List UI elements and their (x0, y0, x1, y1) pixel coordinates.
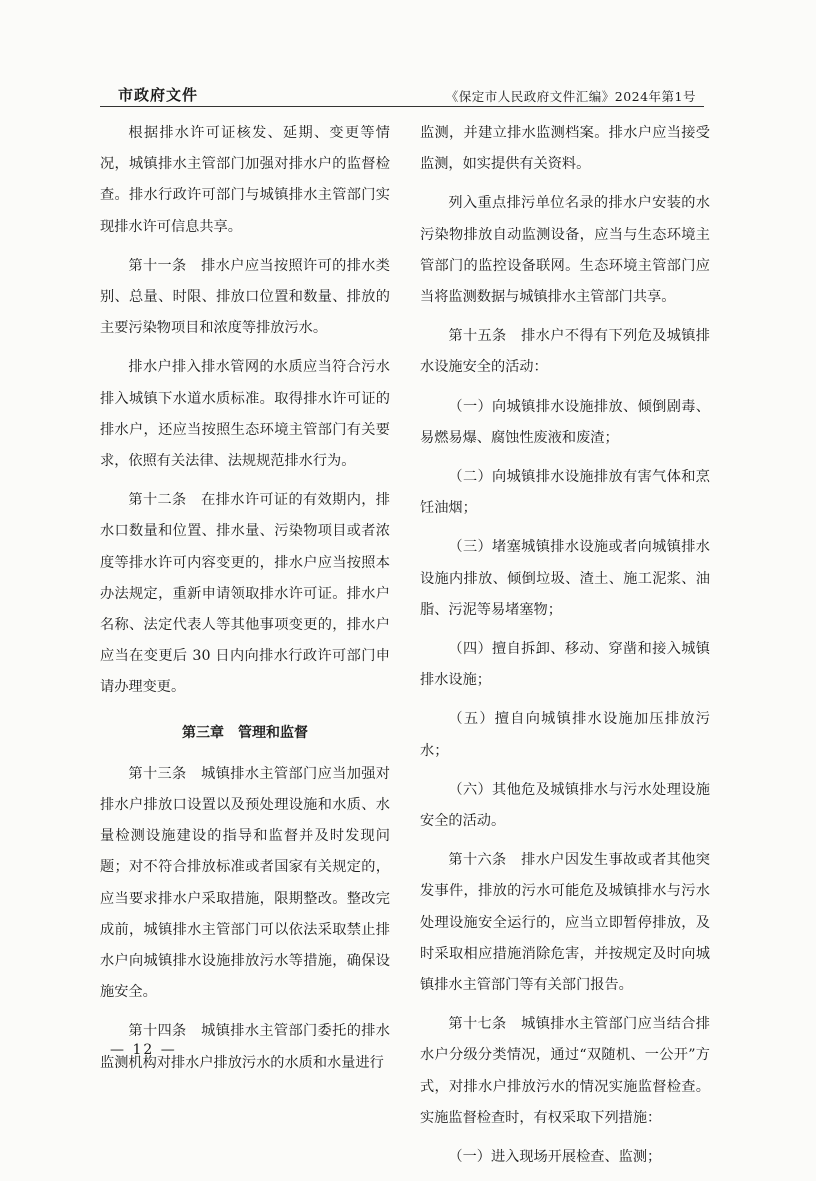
header-section-title: 市政府文件 (118, 86, 199, 104)
list-item: （五）擅自向城镇排水设施加压排放污水； (420, 711, 710, 759)
list-item: （三）堵塞城镇排水设施或者向城镇排水设施内排放、倾倒垃圾、渣土、施工泥浆、油脂、污泥等易堵塞物； (420, 539, 710, 618)
list-item: （四）擅自拆卸、移动、穿凿和接入城镇排水设施； (420, 641, 710, 689)
page-number: — 12 — (110, 1042, 177, 1058)
paragraph: 列入重点排污单位名录的排水户安装的水污染物排放自动监测设备，应当与生态环境主管部门的监控设备联网。生态环境主管部门应当将监测数据与城镇排水主管部门共享。 (420, 195, 710, 306)
paragraph: 第十三条 城镇排水主管部门应当加强对排水户排放口设置以及预处理设施和水质、水量检测设施建设的指导和监督并及时发现问题；对不符合排放标准或者国家有关规定的，应当要求排水户采取措施，限期整改。整改完成前，城镇排水主管部门可以依法采取禁止排水户向城镇排水设施排放污水等措施，确保设施安全。 (100, 765, 390, 1001)
paragraph: 第十六条 排水户因发生事故或者其他突发事件，排放的污水可能危及城镇排水与污水处理设施安全运行的，应当立即暂停排放，及时采取相应措施消除危害，并按规定及时向城镇排水主管部门等有关部门报告。 (420, 852, 710, 994)
paragraph: 第十一条 排水户应当按照许可的排水类别、总量、时限、排放口位置和数量、排放的主要污染物项目和浓度等排放污水。 (100, 257, 390, 337)
list-item: （一）进入现场开展检查、监测； (448, 1149, 662, 1166)
paragraph: 第十七条 城镇排水主管部门应当结合排水户分级分类情况，通过“双随机、一公开”方式，对排水户排放污水的情况实施监督检查。实施监督检查时，有权采取下列措施： (420, 1016, 710, 1126)
header-divider (100, 106, 704, 107)
paragraph: 排水户排入排水管网的水质应当符合污水排入城镇下水道水质标准。取得排水许可证的排水户，还应当按照生态环境主管部门有关要求，依照有关法律、法规规范排水行为。 (100, 359, 390, 470)
paragraph: 根据排水许可证核发、延期、变更等情况，城镇排水主管部门加强对排水户的监督检查。排水行政许可部门与城镇排水主管部门实现排水许可信息共享。 (100, 125, 390, 235)
list-item: （一）向城镇排水设施排放、倾倒剧毒、易燃易爆、腐蚀性废液和废渣； (420, 398, 710, 446)
paragraph: 第十四条 城镇排水主管部门委托的排水监测机构对排水户排放污水的水质和水量进行 (100, 1023, 390, 1071)
list-item: （六）其他危及城镇排水与污水处理设施安全的活动。 (420, 781, 710, 830)
header-publication-title: 《保定市人民政府文件汇编》2024年第1号 (445, 89, 696, 104)
right-column (420, 118, 710, 1181)
list-item: （二）向城镇排水设施排放有害气体和烹饪油烟； (420, 469, 710, 517)
paragraph: 第十五条 排水户不得有下列危及城镇排水设施安全的活动： (420, 328, 710, 376)
paragraph: 第十二条 在排水许可证的有效期内，排水口数量和位置、排水量、污染物项目或者浓度等排水许可内容变更的，排水户应当按照本办法规定，重新申请领取排水许可证。排水户名称、法定代表人等其他事项变更的，排水户应当在变更后 30 日内向排水行政许可部门申请办理变更。 (100, 492, 390, 696)
left-column (100, 118, 390, 1087)
chapter-heading: 第三章 管理和监督 (182, 724, 308, 741)
paragraph-continuation: 监测，并建立排水监测档案。排水户应当接受监测，如实提供有关资料。 (420, 125, 710, 173)
